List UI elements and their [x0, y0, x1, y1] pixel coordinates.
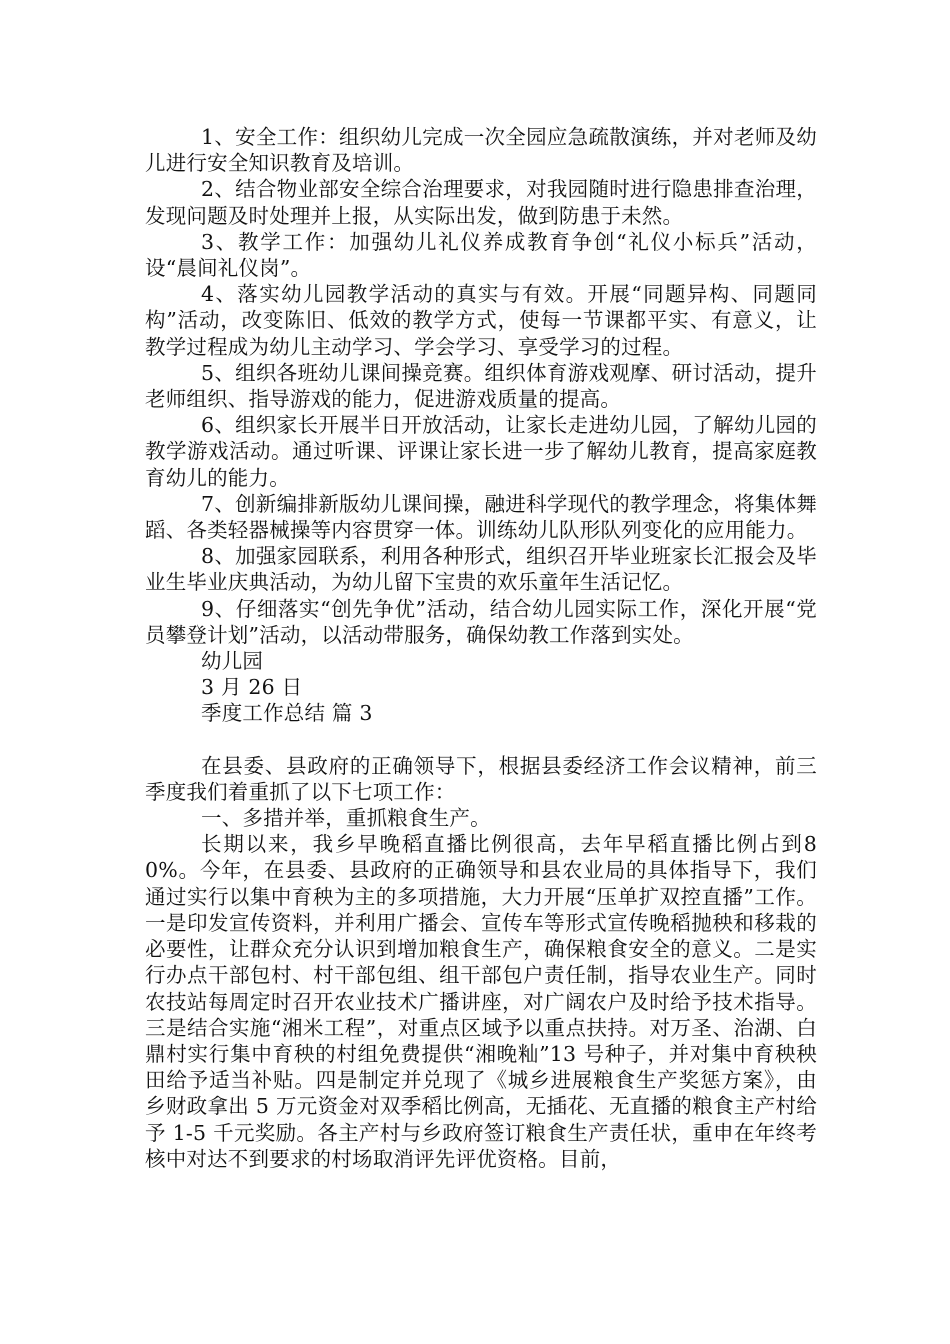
section-heading: 一、多措并举，重抓粮食生产。 — [201, 806, 491, 831]
paragraph-item-2: 2、结合物业部安全综合治理要求，对我园随时进行隐患排查治理，发现问题及时处理并上报，从实际出发，做到防患于未然。 — [145, 177, 817, 228]
paragraph-item-4: 4、落实幼儿园教学活动的真实与有效。开展“同题异构、同题同构”活动，改变陈旧、低效的教学方式，使每一节课都平实、有意义，让教学过程成为幼儿主动学习、学会学习、享受学习的过程。 — [145, 282, 817, 359]
paragraph-item-8: 8、加强家园联系，利用各种形式，组织召开毕业班家长汇报会及毕业生毕业庆典活动，为幼儿留下宝贵的欢乐童年生活记忆。 — [145, 544, 817, 595]
paragraph-item-1: 1、安全工作：组织幼儿完成一次全园应急疏散演练，并对老师及幼儿进行安全知识教育及培训。 — [145, 125, 817, 176]
date: 3 月 26 日 — [201, 675, 303, 700]
paragraph-item-9: 9、仔细落实“创先争优”活动，结合幼儿园实际工作，深化开展“党员攀登计划”活动，以活动带服务，确保幼教工作落到实处。 — [145, 596, 817, 647]
body-paragraph: 长期以来，我乡早晚稻直播比例很高，去年早稻直播比例占到80%。今年，在县委、县政府的正确领导和县农业局的具体指导下，我们通过实行以集中育秧为主的多项措施，大力开展“压单扩双控直播”工作。一是印发宣传资料，并利用广播会、宣传车等形式宣传晚稻抛秧和移栽的必要性，让群众充分认识到增加粮食生产，确保粮食安全的意义。二是实行办点干部包村、村干部包组、组干部包户责任制，指导农业生产。同时农技站每周定时召开农业技术广播讲座，对广阔农户及时给予技术指导。三是结合实施“湘米工程”，对重点区域予以重点扶持。对万圣、治湖、白鼎村实行集中育秧的村组免费提供“湘晚籼”13 号种子，并对集中育秧秧田给予适当补贴。四是制定并兑现了《城乡进展粮食生产奖惩方案》，由乡财政拿出 5 万元资金对双季稻比例高，无插花、无直播的粮食主产村给予 1-5 千元奖励。各主产村与乡政府签订粮食生产责任状，重申在年终考核中对达不到要求的村场取消评先评优资格。目前， — [145, 832, 817, 1171]
blank-line — [145, 727, 817, 753]
intro-paragraph: 在县委、县政府的正确领导下，根据县委经济工作会议精神，前三季度我们着重抓了以下七项工作： — [145, 753, 817, 804]
section-title: 季度工作总结 篇 3 — [201, 701, 373, 726]
signature: 幼儿园 — [201, 649, 264, 674]
document-body — [145, 124, 817, 1172]
paragraph-item-5: 5、组织各班幼儿课间操竞赛。组织体育游戏观摩、研讨活动，提升老师组织、指导游戏的能力，促进游戏质量的提高。 — [145, 360, 817, 412]
paragraph-item-3: 3、教学工作：加强幼儿礼仪养成教育争创“礼仪小标兵”活动，设“晨间礼仪岗”。 — [145, 229, 817, 281]
paragraph-item-7: 7、创新编排新版幼儿课间操，融进科学现代的教学理念，将集体舞蹈、各类轻器械操等内容贯穿一体。训练幼儿队形队列变化的应用能力。 — [145, 491, 817, 543]
paragraph-item-6: 6、组织家长开展半日开放活动，让家长走进幼儿园，了解幼儿园的教学游戏活动。通过听课、评课让家长进一步了解幼儿教育，提高家庭教育幼儿的能力。 — [145, 413, 817, 490]
